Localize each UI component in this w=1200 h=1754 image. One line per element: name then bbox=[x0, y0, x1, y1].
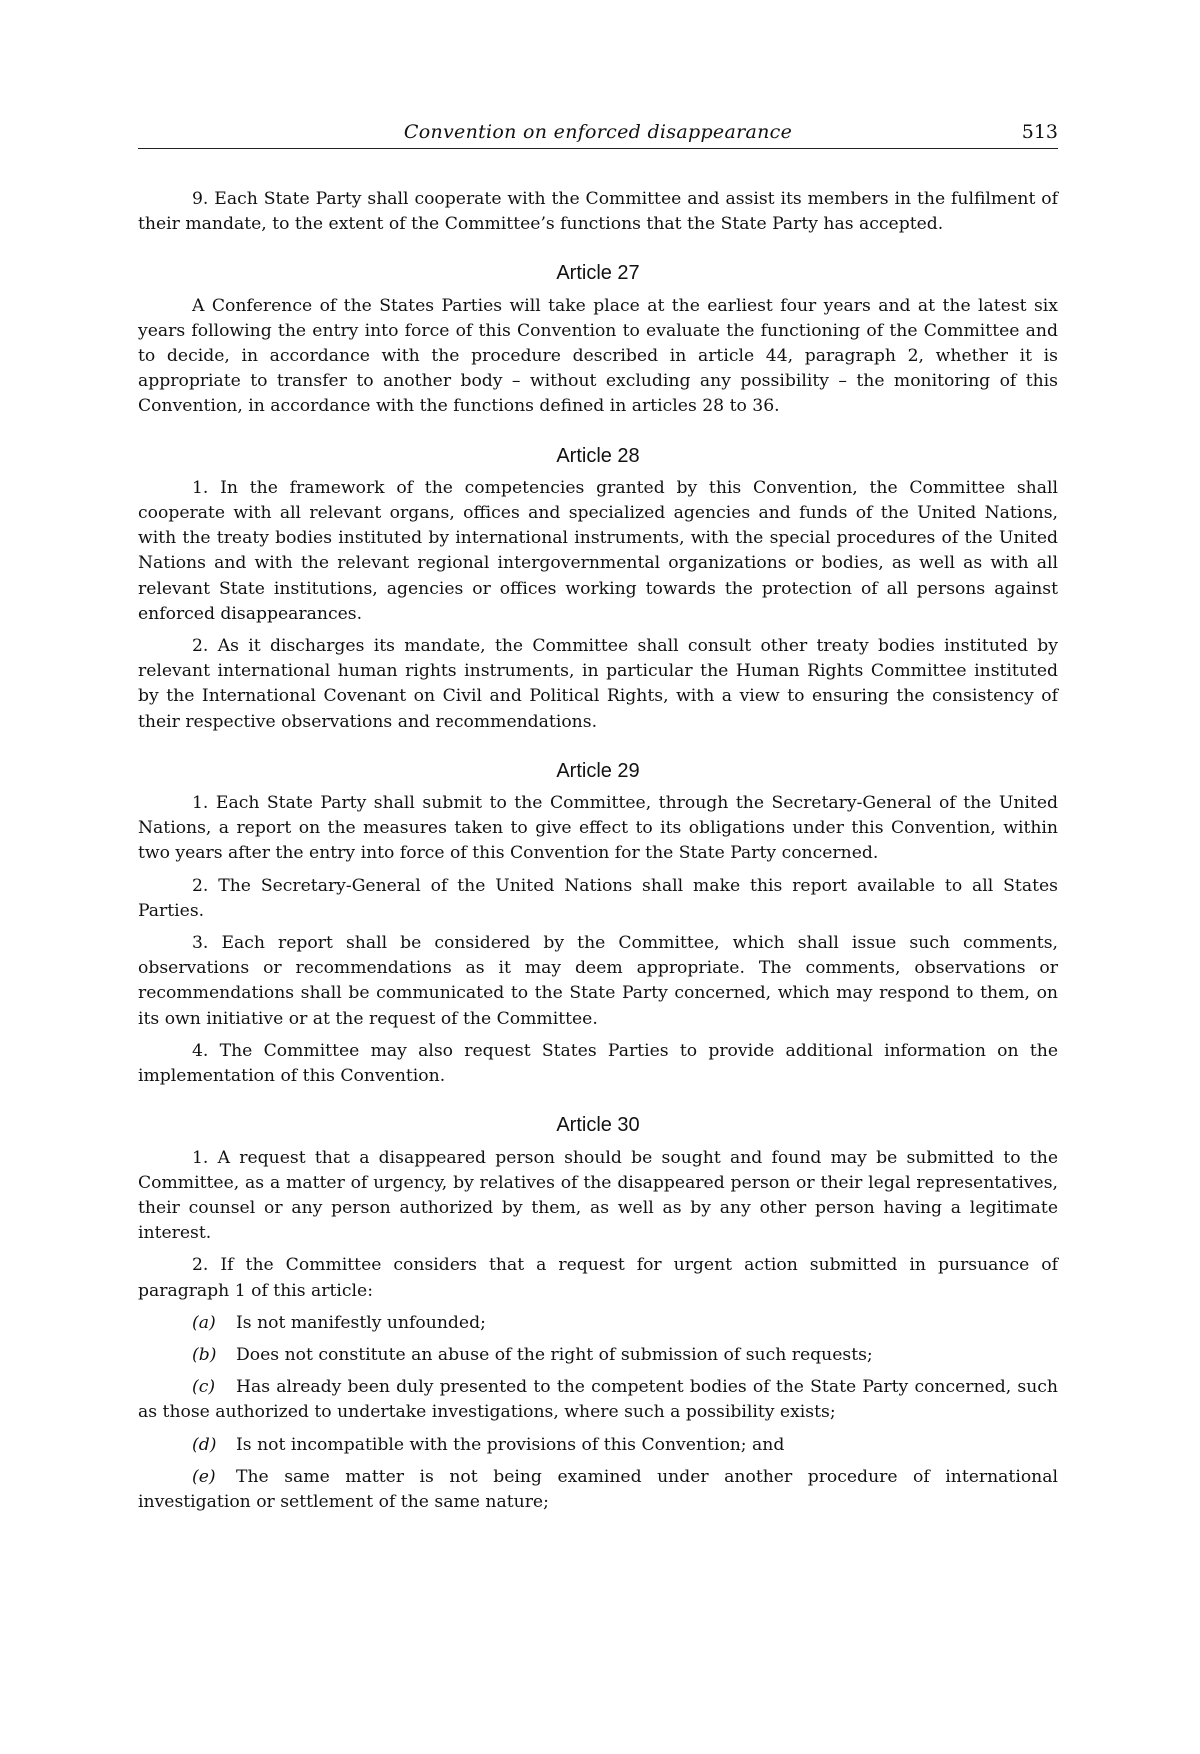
paragraph: 1. In the framework of the competencies granted by this Convention, the Committee shall cooperate with all relevant organs, offices and specialized agencies and funds of the United Nations, with the treaty bodies instituted by international instruments, with the special procedures of the United Nations and with the relevant regional intergovernmental organizations or bodies, as well as with all relevant State institutions, agencies or offices working towards the protection of all persons against enforced disappearances. bbox=[138, 477, 1058, 624]
article-heading: Article 29 bbox=[556, 759, 640, 782]
paragraph: 1. Each State Party shall submit to the Committee, through the Secretary-General of the United Nations, a report on the measures taken to give effect to its obligations under this Convention, within two years after the entry into force of this Convention for the State Party concerned. bbox=[138, 793, 1058, 864]
document-page bbox=[138, 118, 1058, 1522]
running-title: Convention on enforced disappearance bbox=[403, 121, 793, 143]
body-text bbox=[138, 187, 1058, 1515]
paragraph: 2. If the Committee considers that a request for urgent action submitted in pursuance of paragraph 1 of this article: bbox=[138, 1255, 1058, 1301]
list-item-label: (b) bbox=[192, 1344, 217, 1365]
list-item bbox=[138, 1343, 1058, 1368]
paragraph: A Conference of the States Parties will take place at the earliest four years and at the latest six years following the entry into force of this Convention to evaluate the functioning of the Committee and to decide, in accordance with the procedure described in article 44, paragraph 2, whether it is appropriate to transfer to another body – without excluding any possibility – the monitoring of this Convention, in accordance with the functions defined in articles 28 to 36. bbox=[138, 295, 1058, 417]
list-item-label: (c) bbox=[192, 1377, 216, 1398]
list-item bbox=[138, 1465, 1058, 1515]
article-heading: Article 27 bbox=[556, 262, 640, 285]
list-item bbox=[138, 1311, 1058, 1336]
list-item-label: (e) bbox=[192, 1466, 216, 1487]
list-item-label: (d) bbox=[192, 1434, 217, 1455]
article-heading: Article 28 bbox=[556, 444, 640, 467]
paragraph: 2. As it discharges its mandate, the Committee shall consult other treaty bodies instituted by relevant international human rights instruments, in particular the Human Rights Committee instituted by the International Covenant on Civil and Political Rights, with a view to ensuring the consistency of their respective observations and recommendations. bbox=[138, 636, 1058, 732]
paragraph: 4. The Committee may also request States Parties to provide additional information on the implementation of this Convention. bbox=[138, 1040, 1058, 1087]
list-item-text: Is not manifestly unfounded; bbox=[236, 1312, 486, 1333]
list-item-text: Has already been duly presented to the competent bodies of the State Party concerned, such as those authorized to undertake investigations, where such a possibility exists; bbox=[138, 1377, 1058, 1423]
paragraph: 9. Each State Party shall cooperate with the Committee and assist its members in the fulfilment of their mandate, to the extent of the Committee’s functions that the State Party has accepted. bbox=[138, 189, 1058, 235]
running-header bbox=[138, 118, 1058, 149]
list-item-label: (a) bbox=[192, 1312, 216, 1333]
paragraph: 1. A request that a disappeared person should be sought and found may be submitted to the Committee, as a matter of urgency, by relatives of the disappeared person or their legal representatives, their counsel or any person authorized by them, as well as by any other person having a legitimate interest. bbox=[138, 1147, 1058, 1244]
list-item-text: Does not constitute an abuse of the right of submission of such requests; bbox=[236, 1344, 873, 1365]
paragraph: 3. Each report shall be considered by the Committee, which shall issue such comments, observations or recommendations as it may deem appropriate. The comments, observations or recommendations shall be communicated to the State Party concerned, which may respond to them, on its own initiative or at the request of the Committee. bbox=[138, 933, 1058, 1029]
page-number: 513 bbox=[1021, 121, 1058, 143]
list-item bbox=[138, 1375, 1058, 1425]
list-item-text: Is not incompatible with the provisions of this Convention; and bbox=[236, 1434, 785, 1455]
paragraph: 2. The Secretary-General of the United Nations shall make this report available to all States Parties. bbox=[138, 875, 1058, 921]
list-item-text: The same matter is not being examined under another procedure of international investigation or settlement of the same nature; bbox=[138, 1466, 1058, 1512]
list-item bbox=[138, 1433, 1058, 1458]
article-heading: Article 30 bbox=[556, 1114, 640, 1137]
